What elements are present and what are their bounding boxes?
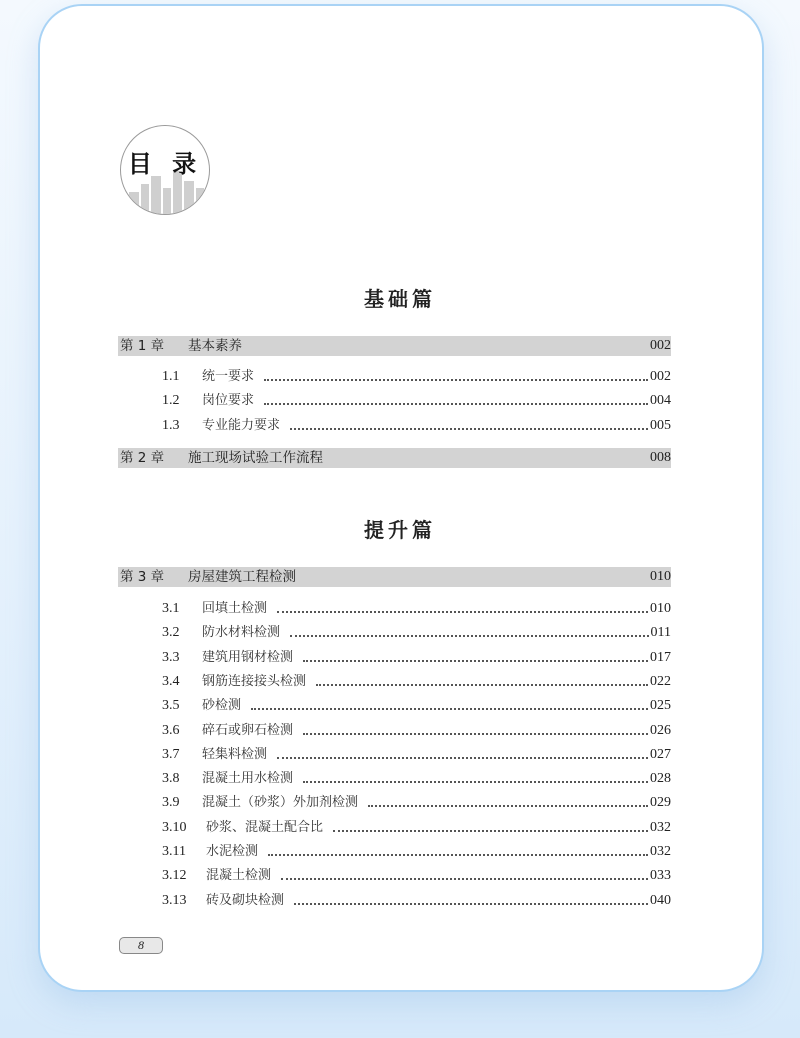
dot-leader [294, 891, 648, 905]
chapter-row[interactable] [118, 336, 671, 356]
section-row[interactable] [162, 721, 671, 741]
chapter-page: 008 [650, 450, 671, 465]
section-title: 水泥检测 [206, 844, 259, 859]
section-number: 3.10 [162, 819, 187, 835]
dot-leader [251, 696, 648, 710]
chapter-number: 第 3 章 [120, 569, 165, 585]
section-page: 017 [650, 649, 671, 665]
section-number: 3.4 [162, 673, 180, 689]
section-number: 3.12 [162, 868, 187, 884]
section-page: 026 [650, 722, 671, 738]
dot-leader [303, 769, 648, 783]
section-number: 3.1 [162, 601, 180, 616]
section-title: 混凝土检测 [206, 868, 272, 884]
section-number: 3.8 [162, 771, 180, 787]
section-row[interactable] [162, 696, 671, 716]
chapter-title: 基本素养 [188, 338, 242, 354]
section-number: 3.11 [162, 844, 186, 859]
section-page: 011 [650, 625, 671, 641]
chapter-title: 房屋建筑工程检测 [188, 569, 296, 585]
section-row[interactable] [162, 745, 671, 765]
section-page: 002 [650, 369, 671, 384]
section-row[interactable] [162, 367, 671, 387]
section-page: 028 [650, 771, 671, 787]
dot-leader [264, 367, 648, 381]
section-row[interactable] [162, 866, 671, 886]
dot-leader [277, 599, 648, 613]
chapter-page: 002 [650, 338, 671, 353]
dot-leader [281, 866, 648, 880]
section-page: 032 [650, 819, 671, 835]
part-title: 提升篇 [364, 518, 436, 542]
section-number: 3.9 [162, 795, 180, 811]
toc-logo [120, 125, 210, 215]
section-row[interactable] [162, 416, 671, 436]
chapter-title: 施工现场试验工作流程 [188, 450, 323, 466]
dot-leader [316, 672, 648, 686]
section-title: 混凝土用水检测 [202, 771, 294, 787]
section-page: 027 [650, 746, 671, 762]
section-title: 统一要求 [202, 369, 255, 384]
dot-leader [303, 721, 648, 735]
section-row[interactable] [162, 842, 671, 862]
section-page: 010 [650, 601, 671, 616]
section-title: 砖及砌块检测 [206, 892, 285, 908]
section-row[interactable] [162, 599, 671, 619]
dot-leader [333, 818, 648, 832]
section-row[interactable] [162, 648, 671, 668]
chapter-page: 010 [650, 569, 671, 584]
section-number: 3.3 [162, 649, 180, 665]
section-title: 专业能力要求 [202, 417, 281, 433]
section-number: 1.3 [162, 417, 180, 433]
section-row[interactable] [162, 793, 671, 813]
section-page: 040 [650, 892, 671, 908]
section-page: 025 [650, 698, 671, 714]
dot-leader [290, 623, 649, 637]
part-title: 基础篇 [364, 287, 436, 311]
section-row[interactable] [162, 818, 671, 838]
section-page: 033 [650, 868, 671, 884]
section-row[interactable] [162, 623, 671, 643]
section-page: 005 [650, 417, 671, 433]
section-title: 岗位要求 [202, 393, 255, 409]
section-row[interactable] [162, 891, 671, 911]
section-title: 回填土检测 [202, 601, 268, 616]
section-number: 1.2 [162, 393, 180, 409]
section-page: 032 [650, 844, 671, 859]
section-title: 碎石或卵石检测 [202, 722, 294, 738]
section-title: 防水材料检测 [202, 625, 281, 641]
section-row[interactable] [162, 769, 671, 789]
section-number: 3.6 [162, 722, 180, 738]
dot-leader [264, 391, 648, 405]
page-number: 8 [119, 937, 163, 954]
toc-heading: 目 录 [127, 150, 203, 178]
dot-leader [290, 416, 648, 430]
dot-leader [277, 745, 648, 759]
section-page: 022 [650, 673, 671, 689]
chapter-row[interactable] [118, 448, 671, 468]
section-title: 砂浆、混凝土配合比 [206, 819, 324, 835]
section-number: 1.1 [162, 369, 180, 384]
dot-leader [368, 793, 648, 807]
dot-leader [303, 648, 648, 662]
section-title: 混凝土（砂浆）外加剂检测 [202, 795, 359, 811]
chapter-row[interactable] [118, 567, 671, 587]
chapter-number: 第 2 章 [120, 450, 165, 466]
section-row[interactable] [162, 391, 671, 411]
section-page: 029 [650, 795, 671, 811]
section-number: 3.7 [162, 746, 180, 762]
chapter-number: 第 1 章 [120, 338, 165, 354]
section-number: 3.2 [162, 625, 180, 641]
section-number: 3.5 [162, 698, 180, 714]
section-row[interactable] [162, 672, 671, 692]
section-title: 轻集料检测 [202, 746, 268, 762]
dot-leader [268, 842, 648, 856]
section-number: 3.13 [162, 892, 187, 908]
section-title: 建筑用钢材检测 [202, 649, 294, 665]
section-title: 钢筋连接接头检测 [202, 673, 307, 689]
section-title: 砂检测 [202, 698, 242, 714]
section-page: 004 [650, 393, 671, 409]
